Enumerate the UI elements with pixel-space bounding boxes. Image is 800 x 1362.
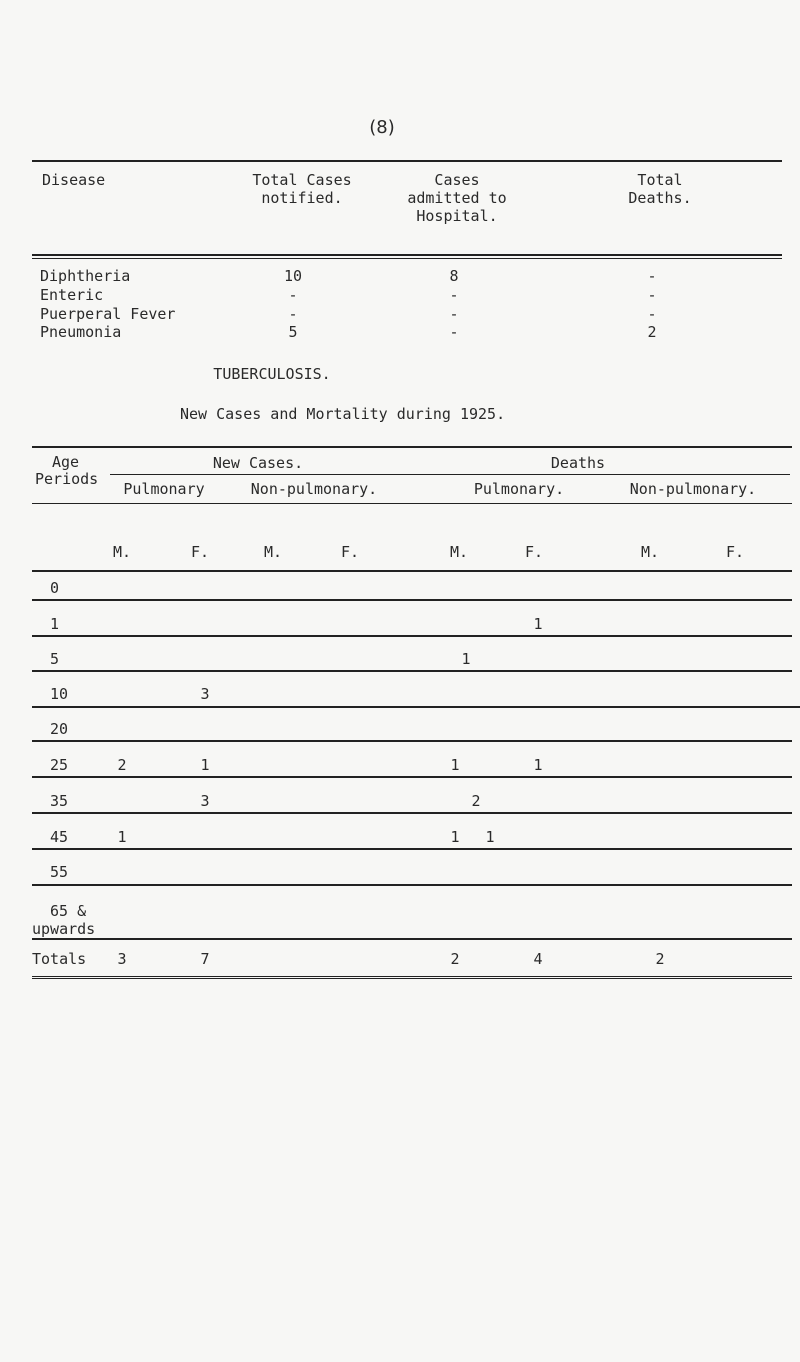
sex-label: F. <box>190 543 210 561</box>
disease-name: Enteric <box>40 286 104 304</box>
header-deaths: Deaths <box>550 454 606 472</box>
rule <box>32 258 782 259</box>
sex-label: F. <box>725 543 745 561</box>
rule <box>110 474 790 475</box>
total-deaths: 2 <box>647 323 657 341</box>
sex-label: F. <box>340 543 360 561</box>
age-period: 35 <box>50 792 69 810</box>
totals-label: Totals <box>32 950 87 968</box>
page-number: (8) <box>369 117 395 138</box>
rule <box>32 938 792 940</box>
sex-label: F. <box>524 543 544 561</box>
age-period: 10 <box>50 685 69 703</box>
sex-label: M. <box>449 543 469 561</box>
age-period: 5 <box>50 650 60 668</box>
header-total-cases-2: notified. <box>261 189 343 207</box>
rule <box>32 635 792 637</box>
cases-admitted: - <box>449 286 459 304</box>
header-new-cases: New Cases. <box>212 454 304 472</box>
cases-admitted: 8 <box>449 267 459 285</box>
table-cell: 1 <box>200 756 210 774</box>
cases-notified: - <box>288 286 298 304</box>
cases-admitted: - <box>449 323 459 341</box>
header-admitted-2: admitted to <box>407 189 507 207</box>
cases-notified: 10 <box>283 267 303 285</box>
rule <box>32 812 792 814</box>
rule <box>32 776 792 778</box>
total-deaths: - <box>647 286 657 304</box>
rule <box>32 670 792 672</box>
rule <box>32 976 792 981</box>
rule <box>32 254 782 256</box>
rule <box>32 740 792 742</box>
cases-notified: - <box>288 305 298 323</box>
table-cell: 3 <box>200 792 210 810</box>
table-cell: 4 <box>533 950 543 968</box>
table-cell: 1 <box>533 756 543 774</box>
age-period: 65 & <box>50 902 87 920</box>
table-cell: 2 <box>655 950 665 968</box>
rule <box>32 160 782 162</box>
tb-title: TUBERCULOSIS. <box>213 365 331 383</box>
table-cell: 1 <box>533 615 543 633</box>
table-cell: 1 <box>117 828 127 846</box>
header-total-cases: Total Cases <box>252 171 352 189</box>
header-pulmonary: Pulmonary <box>123 480 205 498</box>
header-non-pulmonary: Non-pulmonary. <box>250 480 378 498</box>
age-period: 20 <box>50 720 69 738</box>
header-non-pulmonary-deaths: Non-pulmonary. <box>629 480 757 498</box>
table-cell: 1 <box>450 828 460 846</box>
header-disease: Disease <box>42 171 106 189</box>
age-period: 55 <box>50 863 69 881</box>
table-cell: 2 <box>450 950 460 968</box>
header-admitted: Cases <box>434 171 480 189</box>
sex-label: M. <box>112 543 132 561</box>
header-pulmonary-deaths: Pulmonary. <box>473 480 565 498</box>
header-deaths-2: Deaths. <box>628 189 692 207</box>
table-cell: 2 <box>471 792 481 810</box>
age-period: 1 <box>50 615 60 633</box>
table-cell: 3 <box>117 950 127 968</box>
sex-label: M. <box>263 543 283 561</box>
age-period: 45 <box>50 828 69 846</box>
disease-name: Diphtheria <box>40 267 131 285</box>
header-admitted-3: Hospital. <box>416 207 498 225</box>
total-deaths: - <box>647 267 657 285</box>
sex-label: M. <box>640 543 660 561</box>
age-period-2: upwards <box>32 920 96 938</box>
tb-subtitle: New Cases and Mortality during 1925. <box>180 405 506 423</box>
table-cell: 1 <box>450 756 460 774</box>
header-age: Age <box>52 453 80 471</box>
total-deaths: - <box>647 305 657 323</box>
cases-notified: 5 <box>288 323 298 341</box>
age-period: 0 <box>50 579 60 597</box>
rule <box>32 706 800 708</box>
table-cell: 2 <box>117 756 127 774</box>
rule <box>32 446 792 448</box>
header-deaths: Total <box>637 171 683 189</box>
rule <box>32 848 792 850</box>
rule <box>32 599 792 601</box>
rule <box>32 503 792 504</box>
cases-admitted: - <box>449 305 459 323</box>
disease-name: Pneumonia <box>40 323 122 341</box>
table-cell: 3 <box>200 685 210 703</box>
disease-name: Puerperal Fever <box>40 305 176 323</box>
table-cell: 1 <box>485 828 495 846</box>
rule <box>32 884 792 886</box>
table-cell: 7 <box>200 950 210 968</box>
table-cell: 1 <box>461 650 471 668</box>
header-age-2: Periods <box>35 470 99 488</box>
rule <box>32 570 792 572</box>
age-period: 25 <box>50 756 69 774</box>
